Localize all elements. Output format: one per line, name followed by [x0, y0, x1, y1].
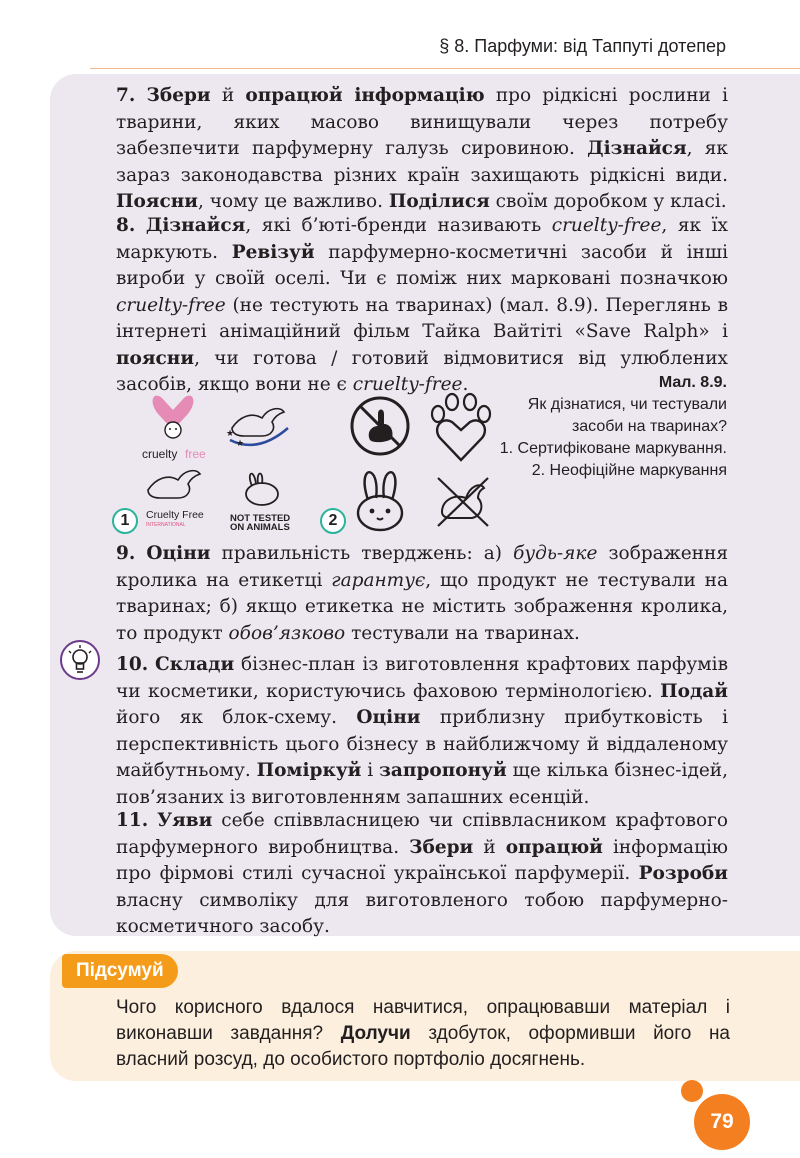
- bunny-face-icon: [350, 466, 410, 532]
- task-7: 7. Збери й опрацюй інформацію про рідкісні рослини і тварини, яких масово винищували через потребу забезпечити парфумерну галузь сировиною. Дізнайся, як зараз законодавства різних країн захищають рідкісні види. Поясни, чому це важливо. Поділися своїм доробком у класі.: [116, 85, 729, 212]
- cruelty-free-bunny-logo: [140, 390, 210, 462]
- header-divider: [90, 68, 800, 69]
- figure-question: Як дізнатися, чи тестували засоби на тваринах?: [527, 396, 727, 435]
- crossed-rabbit-icon: [432, 472, 494, 532]
- task-9: 9. Оціни правильність тверджень: а) будь-яке зображення кролика на етикетці гарантує, що продукт не тестували на тваринах; б) якщо етикетка не містить зображення кролика, то продукт обов’язково тестували на тваринах.: [116, 543, 729, 644]
- lightbulb-icon: [60, 640, 100, 680]
- page-header: [0, 0, 800, 70]
- cfi-logo-text: Cruelty Free: [146, 509, 204, 521]
- task-11: 11. Уяви себе співвласницею чи співвласником крафтового парфумерного виробництва. Збери й опрацюй інформацію про фірмові стилі сучасної української парфумерії. Розроби власну символіку для виготовленого тобою парфумерно-косметичного засобу.: [116, 810, 728, 937]
- not-tested-text-2: ON ANIMALS: [230, 522, 290, 532]
- cruelty-logo-text: cruelty: [142, 447, 178, 461]
- free-logo-text: free: [185, 447, 206, 461]
- page-number-decoration: [681, 1080, 703, 1102]
- badge-2: 2: [320, 508, 346, 534]
- cruelty-free-international-logo: [140, 468, 210, 528]
- svg-text:★: ★: [236, 439, 245, 449]
- figure-caption: [497, 372, 727, 482]
- not-tested-text-1: NOT TESTED: [230, 513, 291, 524]
- figure-item-2: 2. Неофіційне маркування: [531, 462, 727, 479]
- no-rabbit-icon: [348, 394, 412, 458]
- section-title: § 8. Парфуми: від Таппуті дотепер: [439, 36, 726, 56]
- cfi-logo-subtext: INTERNATIONAL: [146, 522, 186, 528]
- summary-text: Чого корисного вдалося навчитися, опрацювавши матеріал і виконавши завдання? Долучи здобуток, оформивши його на власний розсуд, до особистого портфоліо досягнень.: [116, 997, 730, 1070]
- svg-text:★: ★: [226, 429, 235, 439]
- not-tested-on-animals-logo: [226, 466, 296, 532]
- summary-tab: Підсумуй: [62, 954, 178, 988]
- task-8: 8. Дізнайся, які б’юті-бренди називають cruelty-free, як їх маркують. Ревізуй парфумерно-косметичні засоби й інші вироби у своїй оселі. Чи є поміж них марковані позначкою cruelty-free (не тестують на тваринах) (мал. 8.9). Переглянь в інтернеті анімаційний фільм Тайка Вайтіті «Save Ralph» і поясни, чи готова / готовий відмовитися від улюблених засобів, якщо вони не є cruelty-free.: [116, 215, 729, 395]
- task-10: 10. Склади бізнес-план із виготовлення крафтових парфумів чи косметики, користуючись фаховою термінологією. Подай його як блок-схему. Оціни приблизну прибутковість і перспективність цього бізнесу в найближчому й віддаленому майбутньому. Поміркуй і запропонуй ще кілька бізнес-ідей, пов’язаних із виготовленням запашних есенцій.: [116, 654, 728, 808]
- figure-item-1: 1. Сертифіковане маркування.: [499, 440, 727, 457]
- leaping-bunny-stars-logo: [222, 398, 294, 450]
- badge-1: 1: [112, 508, 138, 534]
- page-number: 79: [694, 1094, 750, 1150]
- paw-heart-icon: [428, 392, 494, 464]
- figure-title: Мал. 8.9.: [658, 374, 727, 391]
